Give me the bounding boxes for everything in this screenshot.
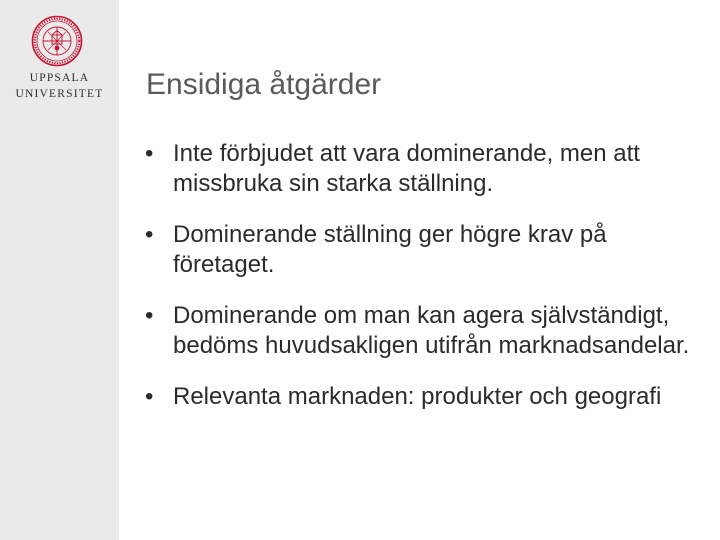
bullet-text: Dominerande om man kan agera självständigt, bedöms huvudsakligen utifrån marknadsandelar. xyxy=(173,302,690,359)
university-seal-icon xyxy=(31,15,83,67)
bullet-text: Relevanta marknaden: produkter och geografi xyxy=(173,383,662,410)
slide-content xyxy=(119,0,720,540)
bullet-text: Inte förbjudet att vara dominerande, men att missbruka sin starka ställning. xyxy=(173,140,640,197)
university-wordmark xyxy=(0,70,119,102)
wordmark-line-2: UNIVERSITET xyxy=(15,88,104,100)
slide-title: Ensidiga åtgärder xyxy=(146,68,382,101)
bullet-dot-icon: • xyxy=(145,302,154,329)
bullet-item xyxy=(141,382,701,412)
bullet-item xyxy=(141,139,701,199)
bullet-item xyxy=(141,301,701,361)
bullet-list xyxy=(141,139,701,433)
sidebar xyxy=(0,0,119,540)
bullet-item xyxy=(141,220,701,280)
bullet-dot-icon: • xyxy=(145,221,154,248)
bullet-text: Dominerande ställning ger högre krav på företaget. xyxy=(173,221,607,278)
bullet-dot-icon: • xyxy=(145,140,154,167)
bullet-dot-icon: • xyxy=(145,383,154,410)
wordmark-line-1: UPPSALA xyxy=(29,72,90,84)
